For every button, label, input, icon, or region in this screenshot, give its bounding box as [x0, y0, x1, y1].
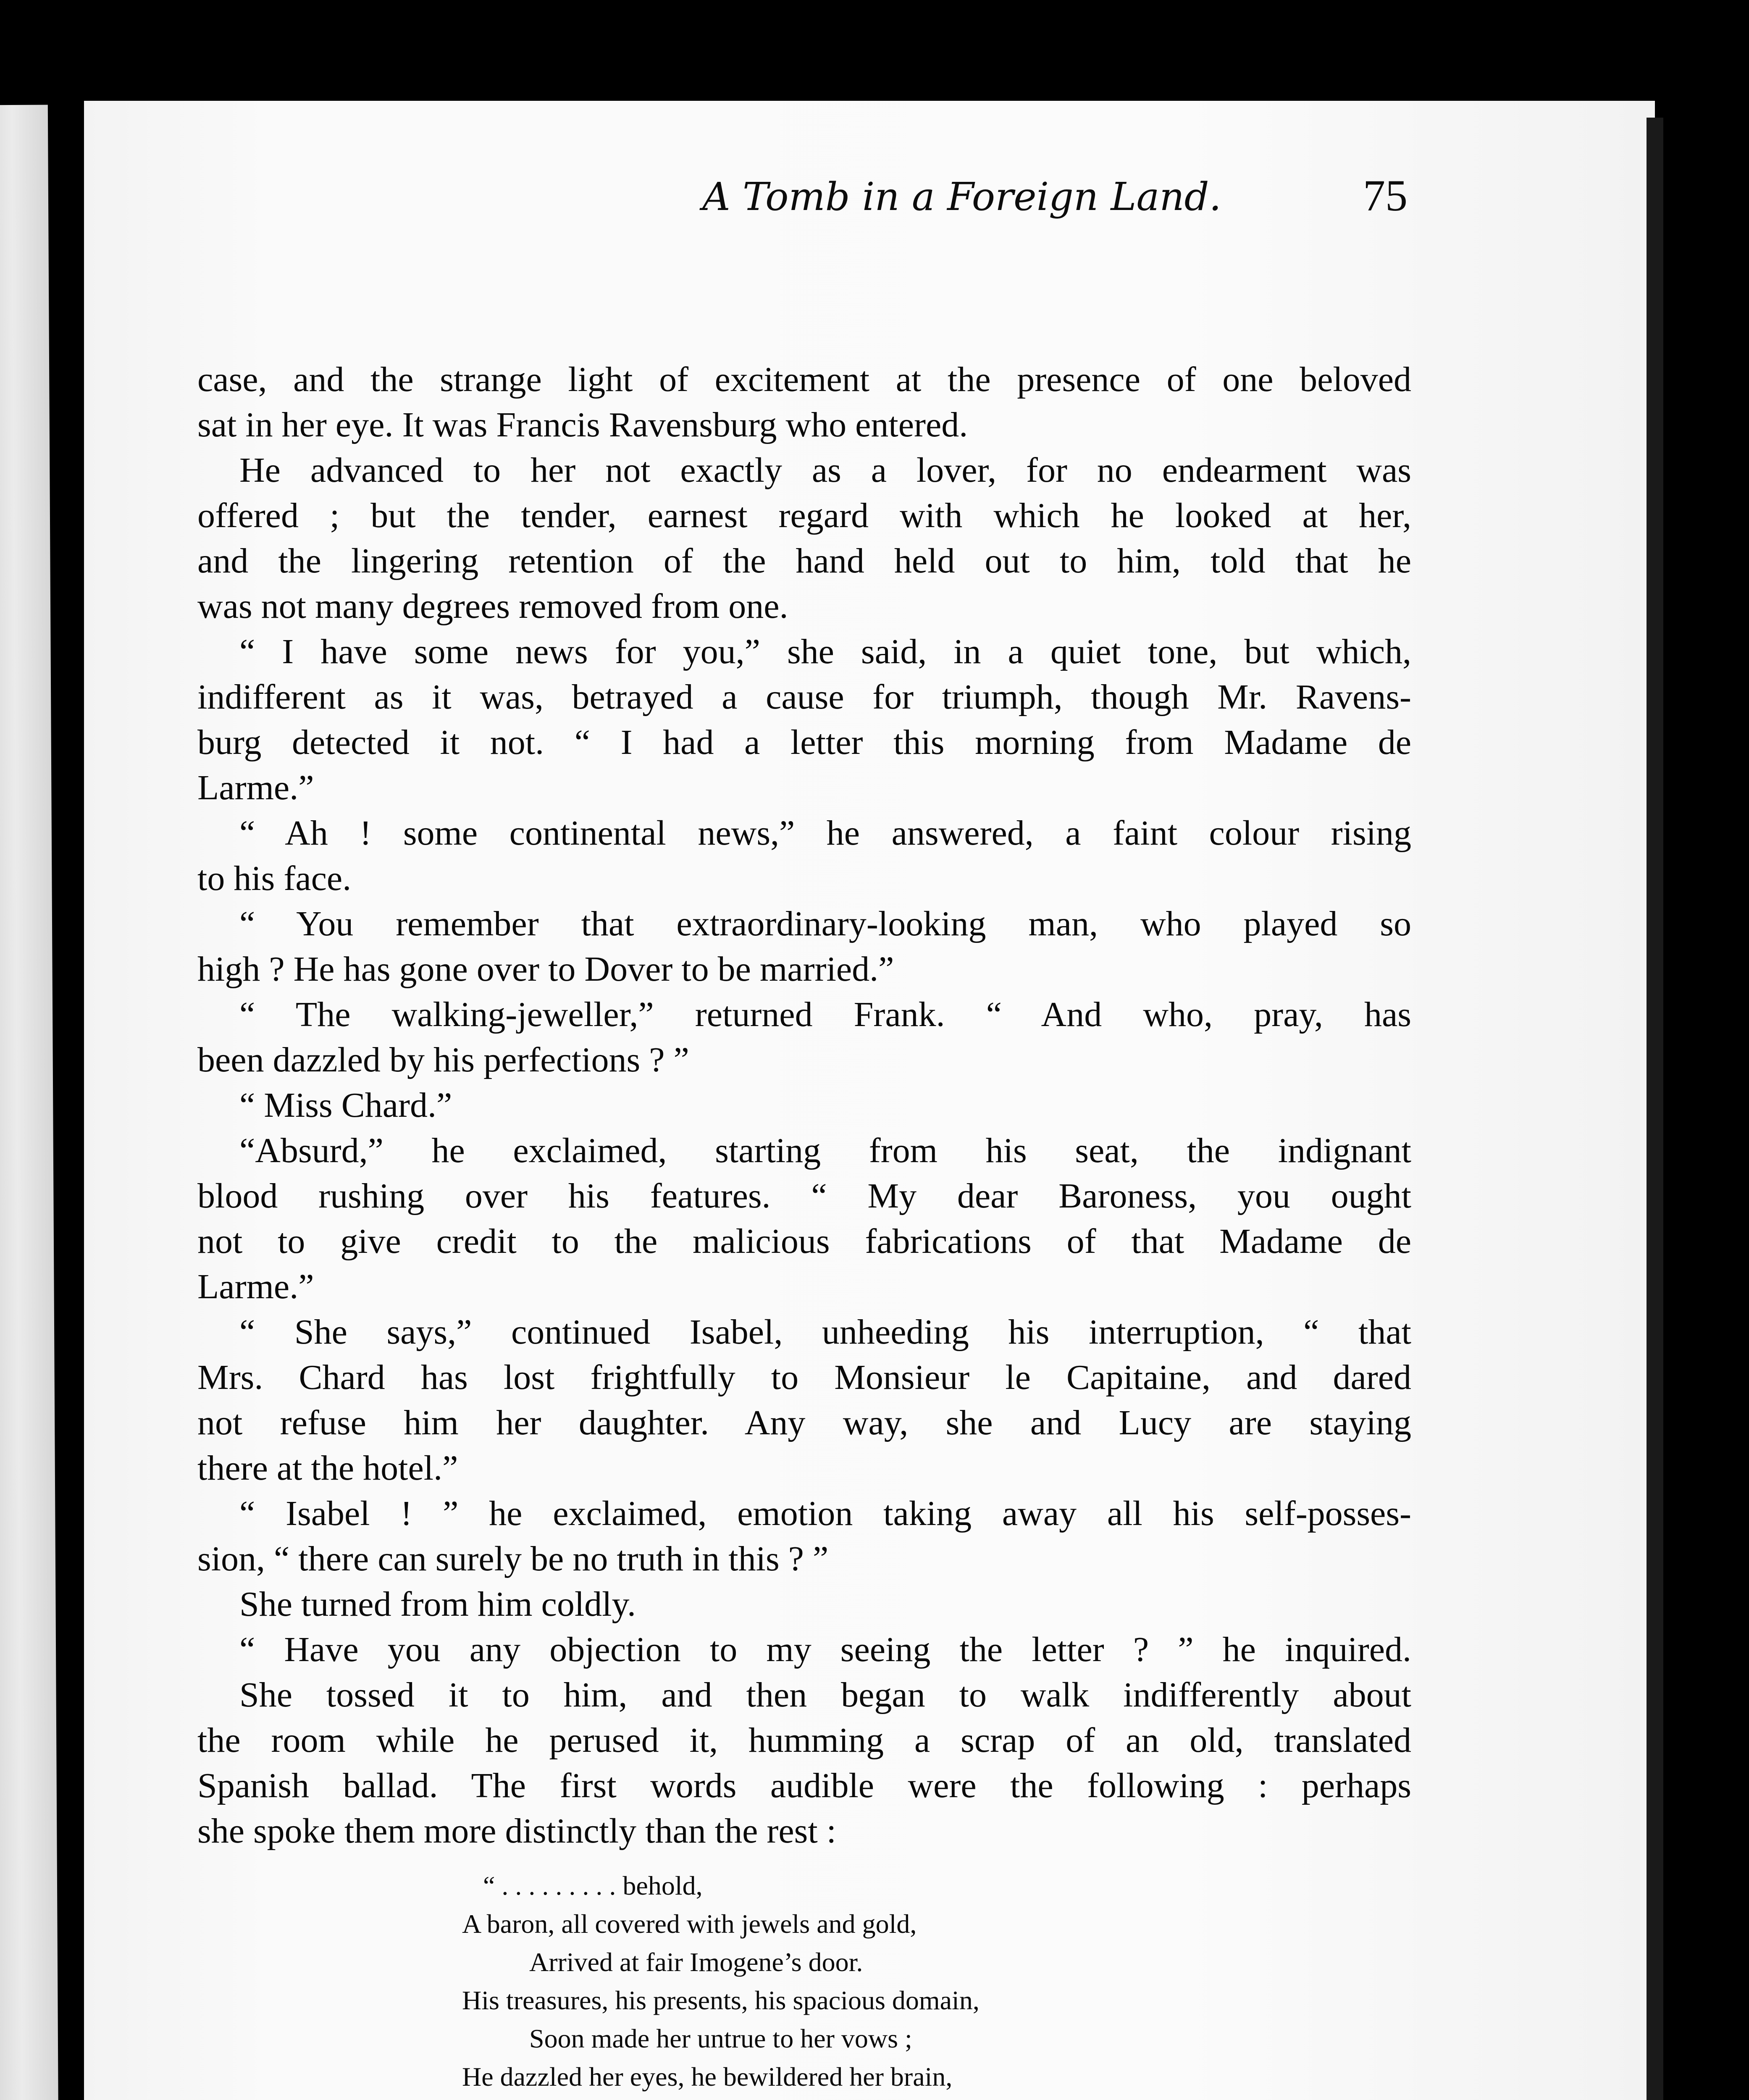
- text-line: she spoke them more distinctly than the rest :: [197, 1811, 837, 1851]
- text-line: “ I have some news for you,” she said, in a quiet tone, but which,: [239, 632, 1411, 671]
- verse-line: “ . . . . . . . . . behold,: [483, 1871, 703, 1900]
- text-line: and the lingering retention of the hand held out to him, told that he: [197, 541, 1411, 580]
- text-line: “ Have you any objection to my seeing the letter ? ” he inquired.: [239, 1630, 1411, 1669]
- text-line: not refuse him her daughter. Any way, she and Lucy are staying: [197, 1403, 1411, 1442]
- text-line: to his face.: [197, 859, 352, 898]
- book-page-edge: [1647, 118, 1663, 2100]
- text-line: She turned from him coldly.: [239, 1585, 636, 1624]
- running-title: A Tomb in a Foreign Land.: [702, 174, 1221, 219]
- text-line: burg detected it not. “ I had a letter this morning from Madame de: [197, 723, 1411, 762]
- verse-line: His treasures, his presents, his spacious domain,: [462, 1985, 980, 2015]
- verse-line: [197, 2096, 1411, 2100]
- text-line: “Absurd,” he exclaimed, starting from his seat, the indignant: [239, 1131, 1411, 1170]
- text-line: “ She says,” continued Isabel, unheeding his interruption, “ that: [239, 1312, 1411, 1352]
- text-line: been dazzled by his perfections ? ”: [197, 1040, 689, 1079]
- text-line: He advanced to her not exactly as a lover, for no endearment was: [239, 451, 1411, 490]
- text-line: Mrs. Chard has lost frightfully to Monsieur le Capitaine, and dared: [197, 1358, 1411, 1397]
- text-line: “ You remember that extraordinary-looking man, who played so: [239, 904, 1411, 943]
- text-line: case, and the strange light of excitement at the presence of one beloved: [197, 360, 1411, 399]
- text-line: was not many degrees removed from one.: [197, 587, 788, 626]
- text-line: “ The walking-jeweller,” returned Frank. “ And who, pray, has: [239, 995, 1411, 1034]
- text-line: Larme.”: [197, 1267, 314, 1306]
- body-text: [197, 357, 1411, 2100]
- page-number: 75: [1363, 171, 1408, 220]
- text-line: the room while he perused it, humming a scrap of an old, translated: [197, 1721, 1411, 1760]
- text-line: Larme.”: [197, 768, 314, 807]
- text-line: Spanish ballad. The first words audible were the following : perhaps: [197, 1766, 1411, 1805]
- text-line: high ? He has gone over to Dover to be married.”: [197, 950, 894, 989]
- text-line: “ Isabel ! ” he exclaimed, emotion taking away all his self-posses-: [239, 1494, 1411, 1533]
- ballad-verse: [197, 1866, 1411, 2100]
- text-line: sion, “ there can surely be no truth in this ? ”: [197, 1539, 829, 1578]
- text-line: She tossed it to him, and then began to walk indifferently about: [239, 1675, 1411, 1714]
- verse-line: Arrived at fair Imogene’s door.: [529, 1947, 863, 1977]
- text-line: “ Ah ! some continental news,” he answered, a faint colour rising: [239, 814, 1411, 853]
- text-line: sat in her eye. It was Francis Ravensburg who entered.: [197, 405, 968, 444]
- text-line: not to give credit to the malicious fabrications of that Madame de: [197, 1222, 1411, 1261]
- verse-line: Soon made her untrue to her vows ;: [529, 2024, 912, 2053]
- verse-line: He dazzled her eyes, he bewildered her brain,: [462, 2062, 953, 2092]
- text-line: offered ; but the tender, earnest regard with which he looked at her,: [197, 496, 1411, 535]
- text-line: there at the hotel.”: [197, 1449, 458, 1488]
- text-line: indifferent as it was, betrayed a cause for triumph, though Mr. Ravens-: [197, 677, 1411, 717]
- verse-line: A baron, all covered with jewels and gold,: [462, 1909, 917, 1939]
- previous-page-edge: [0, 105, 61, 2100]
- text-line: “ Miss Chard.”: [239, 1086, 452, 1125]
- text-line: blood rushing over his features. “ My dear Baroness, you ought: [197, 1176, 1411, 1215]
